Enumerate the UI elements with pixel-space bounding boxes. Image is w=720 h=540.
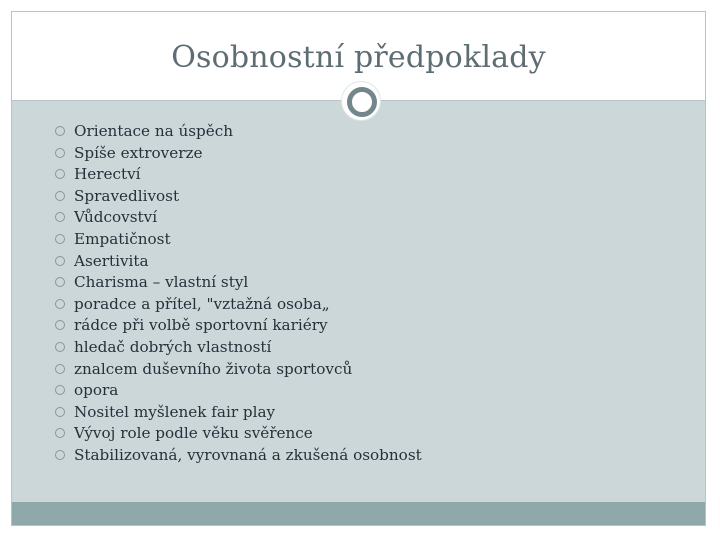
circle-outline-icon [55,126,65,136]
list-item-text: Spíše extroverze [74,143,203,162]
circle-outline-icon [55,299,65,309]
list-item-text: rádce při volbě sportovní kariéry [74,316,328,335]
list-item-text: Vůdcovství [74,208,158,227]
ring-ornament-icon [341,81,381,121]
list-item-text: Vývoj role podle věku svěřence [74,424,313,443]
list-item-text: Orientace na úspěch [74,122,234,140]
list-item-text: Asertivita [74,251,149,270]
circle-outline-icon [55,342,65,352]
list-item-text: Charisma – vlastní styl [74,273,249,292]
circle-outline-icon [55,148,65,158]
circle-outline-icon [55,407,65,417]
list-item-text: Empatičnost [74,229,171,248]
list-item-text: Stabilizovaná, vyrovnaná a zkušená osobnost [74,445,422,464]
slide-frame [11,11,706,526]
list-item-text: Nositel myšlenek fair play [74,402,276,421]
circle-outline-icon [55,256,65,266]
list-item-text: poradce a přítel, "vztažná osoba„ [74,294,330,313]
list-item-text: znalcem duševního života sportovců [74,359,353,378]
title-divider-left [12,98,330,99]
list-item-text: opora [74,381,119,400]
circle-outline-icon [55,191,65,201]
circle-outline-icon [55,450,65,460]
slide-title: Osobnostní předpoklady [171,40,546,75]
footer-band [12,502,705,526]
circle-outline-icon [55,364,65,374]
circle-outline-icon [55,234,65,244]
ornament-ring [347,87,377,117]
title-divider-right [386,98,526,99]
list-item-text: Spravedlivost [74,186,180,205]
list-item-text: Herectví [74,165,141,184]
list-item-text: hledač dobrých vlastností [74,337,272,356]
